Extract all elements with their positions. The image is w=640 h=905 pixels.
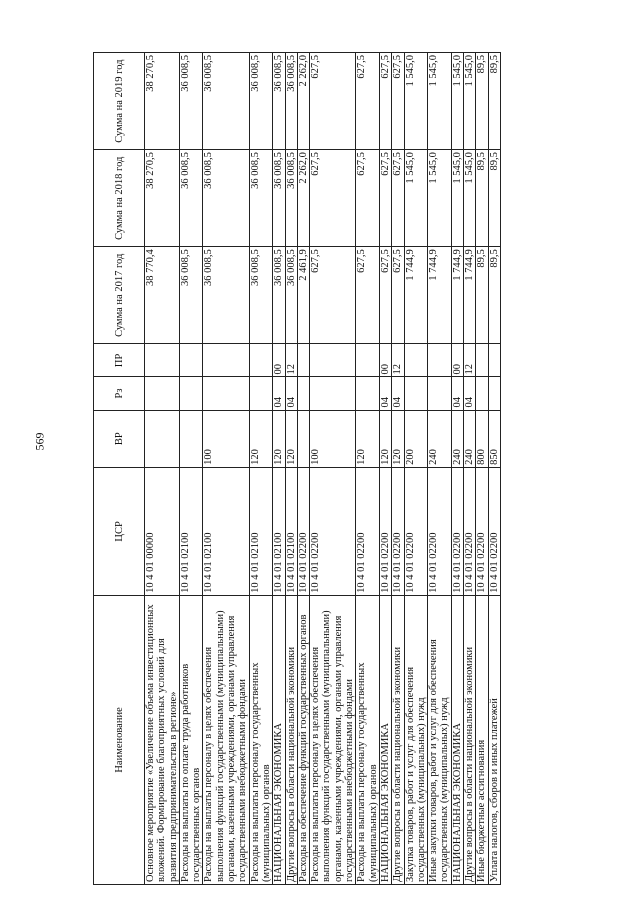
cell-sum-2018: 36 008,5 <box>179 150 203 247</box>
cell-rz <box>145 377 180 410</box>
cell-sum-2017: 1 744,9 <box>451 247 463 344</box>
cell-sum-2019: 89,5 <box>476 53 488 150</box>
table-row <box>297 53 309 885</box>
cell-sum-2019: 36 008,5 <box>285 53 297 150</box>
table-row <box>285 53 297 885</box>
cell-vr <box>297 410 309 467</box>
cell-csr: 10 4 01 02100 <box>273 467 285 595</box>
cell-sum-2017: 36 008,5 <box>285 247 297 344</box>
cell-vr: 120 <box>392 410 404 467</box>
cell-sum-2019: 1 545,0 <box>464 53 476 150</box>
table-row <box>273 53 285 885</box>
cell-name: Расходы на выплаты персоналу в целях обеспечения выполнения функций государственными (муниципальными) органами, казенными учреждениями, органами управления государственными внебюджетными фондами <box>203 595 249 884</box>
table-row <box>179 53 203 885</box>
cell-vr: 120 <box>356 410 380 467</box>
cell-vr: 240 <box>451 410 463 467</box>
cell-sum-2019: 627,5 <box>392 53 404 150</box>
cell-sum-2019: 627,5 <box>356 53 380 150</box>
cell-sum-2019: 89,5 <box>488 53 500 150</box>
cell-sum-2018: 1 545,0 <box>428 150 452 247</box>
rotated-table-container <box>93 52 605 885</box>
cell-sum-2019: 1 545,0 <box>404 53 428 150</box>
cell-sum-2018: 38 270,5 <box>145 150 180 247</box>
cell-pr <box>404 344 428 377</box>
cell-sum-2019: 1 545,0 <box>428 53 452 150</box>
cell-pr <box>145 344 180 377</box>
cell-csr: 10 4 01 02200 <box>428 467 452 595</box>
cell-sum-2017: 1 744,9 <box>464 247 476 344</box>
cell-sum-2017: 2 461,9 <box>297 247 309 344</box>
cell-name: Расходы на выплаты персоналу государственных (муниципальных) органов <box>249 595 273 884</box>
cell-csr: 10 4 01 00000 <box>145 467 180 595</box>
cell-rz: 04 <box>451 377 463 410</box>
cell-csr: 10 4 01 02200 <box>297 467 309 595</box>
cell-sum-2018: 36 008,5 <box>273 150 285 247</box>
cell-name: Расходы на обеспечение функций государственных органов <box>297 595 309 884</box>
cell-sum-2017: 36 008,5 <box>203 247 249 344</box>
cell-sum-2018: 627,5 <box>356 150 380 247</box>
cell-csr: 10 4 01 02200 <box>356 467 380 595</box>
cell-vr: 120 <box>285 410 297 467</box>
table-row <box>392 53 404 885</box>
cell-name: Другие вопросы в области национальной экономики <box>285 595 297 884</box>
cell-pr <box>488 344 500 377</box>
table-row <box>428 53 452 885</box>
cell-sum-2018: 1 545,0 <box>451 150 463 247</box>
table-row <box>404 53 428 885</box>
cell-name: Основное мероприятие «Увеличение объема инвестиционных вложений. Формирование благоприятных условий для развития предпринимательства в регионе» <box>145 595 180 884</box>
budget-table <box>93 52 501 885</box>
cell-rz: 04 <box>392 377 404 410</box>
cell-rz <box>203 377 249 410</box>
cell-pr <box>203 344 249 377</box>
cell-sum-2017: 89,5 <box>476 247 488 344</box>
cell-rz: 04 <box>464 377 476 410</box>
cell-vr: 850 <box>488 410 500 467</box>
cell-name: НАЦИОНАЛЬНАЯ ЭКОНОМИКА <box>379 595 391 884</box>
cell-pr <box>476 344 488 377</box>
cell-sum-2019: 627,5 <box>379 53 391 150</box>
cell-name: НАЦИОНАЛЬНАЯ ЭКОНОМИКА <box>451 595 463 884</box>
cell-name: НАЦИОНАЛЬНАЯ ЭКОНОМИКА <box>273 595 285 884</box>
cell-rz <box>488 377 500 410</box>
cell-pr <box>428 344 452 377</box>
header-vr: ВР <box>94 410 145 467</box>
cell-sum-2018: 1 545,0 <box>464 150 476 247</box>
cell-pr: 12 <box>392 344 404 377</box>
cell-vr: 100 <box>310 410 356 467</box>
cell-rz <box>179 377 203 410</box>
cell-name: Закупка товаров, работ и услуг для обеспечения государственных (муниципальных) нужд <box>404 595 428 884</box>
cell-csr: 10 4 01 02100 <box>203 467 249 595</box>
cell-pr <box>356 344 380 377</box>
cell-pr: 00 <box>379 344 391 377</box>
table-row <box>249 53 273 885</box>
cell-sum-2019: 36 008,5 <box>249 53 273 150</box>
cell-csr: 10 4 01 02100 <box>249 467 273 595</box>
table-row <box>203 53 249 885</box>
cell-rz <box>356 377 380 410</box>
cell-pr <box>249 344 273 377</box>
cell-csr: 10 4 01 02200 <box>464 467 476 595</box>
cell-sum-2018: 36 008,5 <box>249 150 273 247</box>
cell-rz: 04 <box>379 377 391 410</box>
table-header-row <box>94 53 145 885</box>
cell-pr: 12 <box>464 344 476 377</box>
cell-sum-2019: 2 262,0 <box>297 53 309 150</box>
cell-sum-2018: 1 545,0 <box>404 150 428 247</box>
cell-pr: 00 <box>273 344 285 377</box>
cell-csr: 10 4 01 02200 <box>310 467 356 595</box>
table-row <box>476 53 488 885</box>
cell-sum-2018: 36 008,5 <box>285 150 297 247</box>
cell-sum-2017: 627,5 <box>379 247 391 344</box>
cell-sum-2018: 2 262,0 <box>297 150 309 247</box>
cell-name: Расходы на выплаты персоналу в целях обеспечения выполнения функций государственными (муниципальными) органами, казенными учреждениями, органами управления государственными внебюджетными фондами <box>310 595 356 884</box>
cell-csr: 10 4 01 02200 <box>488 467 500 595</box>
header-pr: ПР <box>94 344 145 377</box>
table-row <box>145 53 180 885</box>
cell-sum-2017: 627,5 <box>356 247 380 344</box>
cell-csr: 10 4 01 02200 <box>476 467 488 595</box>
cell-sum-2017: 36 008,5 <box>249 247 273 344</box>
table-row <box>379 53 391 885</box>
cell-vr: 240 <box>428 410 452 467</box>
table-row <box>488 53 500 885</box>
cell-rz <box>476 377 488 410</box>
cell-name: Иные закупки товаров, работ и услуг для обеспечения государственных (муниципальных) нужд <box>428 595 452 884</box>
cell-pr <box>179 344 203 377</box>
cell-rz <box>428 377 452 410</box>
cell-pr <box>310 344 356 377</box>
page-number: 569 <box>32 432 47 451</box>
header-sum-2018: Сумма на 2018 год <box>94 150 145 247</box>
cell-sum-2018: 89,5 <box>476 150 488 247</box>
cell-vr <box>145 410 180 467</box>
cell-vr: 120 <box>273 410 285 467</box>
cell-vr: 240 <box>464 410 476 467</box>
cell-csr: 10 4 01 02200 <box>392 467 404 595</box>
cell-csr: 10 4 01 02100 <box>179 467 203 595</box>
cell-sum-2017: 38 770,4 <box>145 247 180 344</box>
table-row <box>356 53 380 885</box>
cell-vr: 120 <box>379 410 391 467</box>
table-row <box>451 53 463 885</box>
cell-csr: 10 4 01 02100 <box>285 467 297 595</box>
cell-vr: 200 <box>404 410 428 467</box>
cell-rz <box>297 377 309 410</box>
cell-name: Иные бюджетные ассигнования <box>476 595 488 884</box>
cell-sum-2018: 36 008,5 <box>203 150 249 247</box>
cell-name: Расходы на выплаты по оплате труда работников государственных органов <box>179 595 203 884</box>
cell-pr: 00 <box>451 344 463 377</box>
cell-vr: 120 <box>249 410 273 467</box>
cell-pr <box>297 344 309 377</box>
cell-sum-2019: 36 008,5 <box>179 53 203 150</box>
cell-sum-2018: 627,5 <box>379 150 391 247</box>
table-row <box>310 53 356 885</box>
header-sum-2019: Сумма на 2019 год <box>94 53 145 150</box>
cell-rz <box>404 377 428 410</box>
cell-name: Уплата налогов, сборов и иных платежей <box>488 595 500 884</box>
table-body <box>145 53 501 885</box>
cell-name: Расходы на выплаты персоналу государственных (муниципальных) органов <box>356 595 380 884</box>
cell-sum-2018: 627,5 <box>310 150 356 247</box>
header-sum-2017: Сумма на 2017 год <box>94 247 145 344</box>
cell-pr: 12 <box>285 344 297 377</box>
cell-sum-2017: 1 744,9 <box>428 247 452 344</box>
cell-sum-2019: 36 008,5 <box>273 53 285 150</box>
cell-sum-2019: 1 545,0 <box>451 53 463 150</box>
cell-vr: 800 <box>476 410 488 467</box>
cell-sum-2017: 36 008,5 <box>179 247 203 344</box>
cell-sum-2018: 89,5 <box>488 150 500 247</box>
header-rz: Рз <box>94 377 145 410</box>
table-row <box>464 53 476 885</box>
header-csr: ЦСР <box>94 467 145 595</box>
cell-sum-2017: 627,5 <box>310 247 356 344</box>
cell-name: Другие вопросы в области национальной экономики <box>392 595 404 884</box>
cell-vr: 100 <box>203 410 249 467</box>
cell-rz <box>310 377 356 410</box>
cell-sum-2017: 627,5 <box>392 247 404 344</box>
cell-rz: 04 <box>273 377 285 410</box>
header-name: Наименование <box>94 595 145 884</box>
cell-sum-2019: 627,5 <box>310 53 356 150</box>
cell-sum-2017: 36 008,5 <box>273 247 285 344</box>
cell-csr: 10 4 01 02200 <box>404 467 428 595</box>
cell-vr <box>179 410 203 467</box>
cell-rz <box>249 377 273 410</box>
cell-name: Другие вопросы в области национальной экономики <box>464 595 476 884</box>
cell-sum-2018: 627,5 <box>392 150 404 247</box>
cell-rz: 04 <box>285 377 297 410</box>
cell-sum-2019: 38 270,5 <box>145 53 180 150</box>
cell-sum-2017: 89,5 <box>488 247 500 344</box>
cell-sum-2017: 1 744,9 <box>404 247 428 344</box>
cell-csr: 10 4 01 02200 <box>379 467 391 595</box>
cell-csr: 10 4 01 02200 <box>451 467 463 595</box>
cell-sum-2019: 36 008,5 <box>203 53 249 150</box>
